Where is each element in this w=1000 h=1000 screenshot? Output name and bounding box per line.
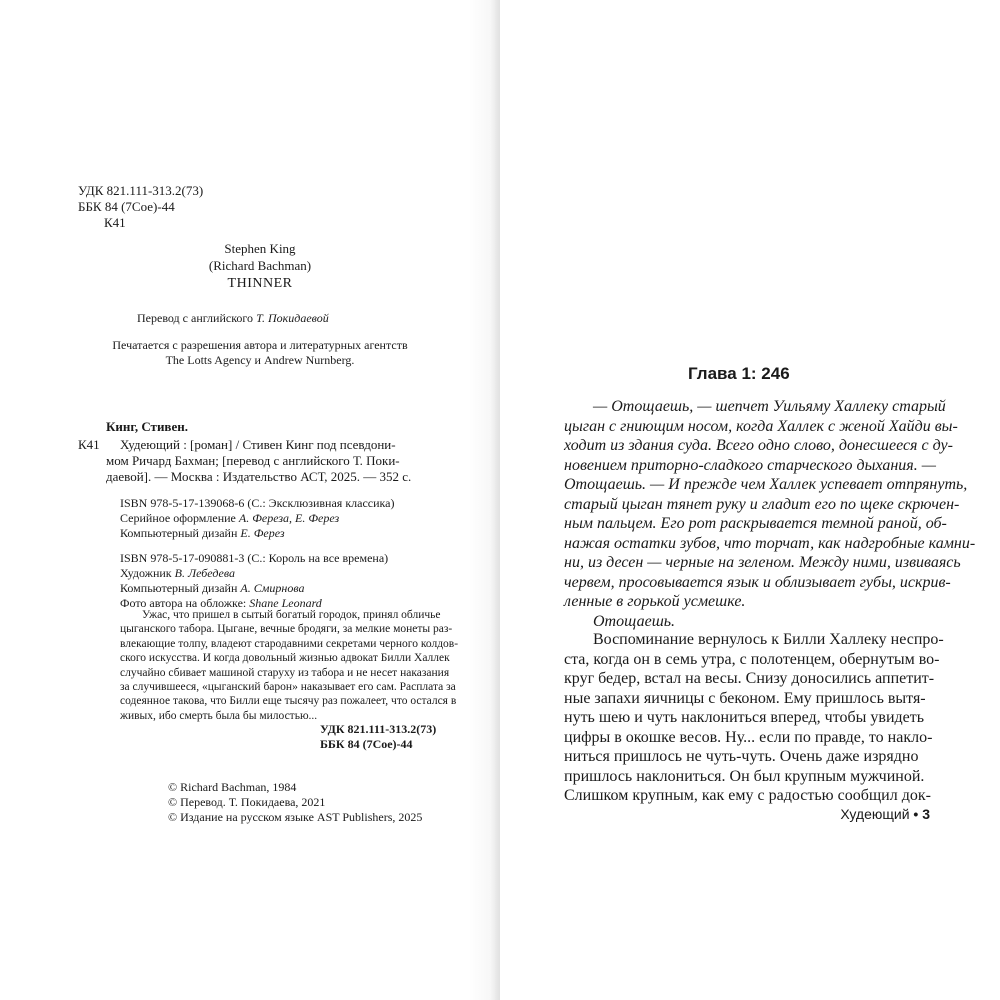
page-number: 3 [922,806,930,822]
annotation-line: случайно сбивает машиной старуху из табора и не несет наказания [120,666,450,679]
catalog-line: даевой]. — Москва : Издательство АСТ, 2025. — 352 с. [106,469,412,484]
translation-credit [137,311,329,326]
catalog-heading: Кинг, Стивен. [106,419,188,434]
bbk-code: ББК 84 (7Сое)-44 [320,737,413,751]
catalog-line: Худеющий : [роман] / Стивен Кинг под псевдони- [120,437,396,452]
running-title: Худеющий [840,806,910,822]
copyright-line: © Издание на русском языке AST Publishers, 2025 [168,810,423,824]
pseudonym: (Richard Bachman) [208,258,312,273]
computer-design-1 [120,526,395,541]
annotation-line: цыганского табора. Цыгане, вечные бродяги, за мелкие монеты раз- [120,623,453,636]
annotation-line: за случившееся, «цыганский барон» наказывает его сам. Расплата за [120,681,456,694]
computer-design-2 [120,581,395,596]
artist [120,566,395,581]
body-line: цифры в окошке весов. Ну... если по правде, то накло- [564,728,933,746]
cover-photo-name: Shane Leonard [249,596,322,610]
annotation-line: ского искусства. И когда довольный жизнью адвокат Билли Халлек [120,652,450,665]
epigraph-line: Отощаешь. [593,612,676,630]
computer-design-name: А. Смирнова [240,581,305,595]
epigraph-line: старый цыган тянет руку и гладит его по щеке скрючен- [564,495,960,513]
author-name: Stephen King [224,241,296,256]
classification-codes-bottom [320,722,436,752]
copyright-line: © Richard Bachman, 1984 [168,780,297,794]
translator-name: Т. Покидаевой [256,311,329,325]
translation-prefix: Перевод с английского [137,311,254,325]
epigraph-line: цыган с гниющим носом, когда Халлек с женой Хайди вы- [564,417,958,435]
catalog-code: К41 [78,437,100,452]
artist-label: Художник [120,566,172,580]
epigraph-line: Отощаешь. — И прежде чем Халлек успевает отпрянуть, [564,476,968,493]
udk-code: УДК 821.111-313.2(73) [78,183,204,198]
annotation-line: Ужас, что пришел в сытый богатый городок, принял обличье [142,609,441,621]
author-mark: К41 [104,215,126,230]
epigraph-line: новением приторно-сладкого старческого дыхания. — [564,456,936,474]
body-line: пришлось наклониться. Он был крупным мужчиной. [564,767,925,785]
right-page [500,0,1000,1000]
cover-photo-label: Фото автора на обложке: [120,596,247,610]
series-design [120,511,395,526]
body-text [564,630,944,806]
body-line: ные запахи яичницы с беконом. Ему пришлось вытя- [564,689,926,707]
page-footer [840,806,930,822]
udk-code: УДК 821.111-313.2(73) [320,722,437,736]
annotation [120,608,458,723]
epigraph [564,397,975,631]
epigraph-line: ленные в горькой усмешке. [564,593,746,610]
body-line: Воспоминание вернулось к Билли Халлеку неспро- [593,631,944,648]
original-title: THINNER [227,276,293,291]
chapter-title: Глава 1: 246 [688,364,790,383]
series-design-names: А. Фереза, Е. Ферез [238,511,340,525]
permission-line-2: The Lotts Agency и Andrew Nurnberg. [165,353,355,367]
catalog-line: мом Ричард Бахман; [перевод с английского Т. Поки- [106,453,400,468]
edition-credits [120,496,395,611]
body-line: ста, когда он в семь утра, с полотенцем, обернутым во- [564,650,940,668]
epigraph-line: — Отощаешь, — шепчет Уильяму Халлеку старый [593,398,946,415]
body-line: круг бедер, встал на весы. Снизу доносились аппетит- [564,670,935,687]
copyright-line: © Перевод. Т. Покидаева, 2021 [168,795,326,809]
epigraph-line: ни, из десен — черные на зеленом. Между ними, извиваясь [564,554,961,571]
annotation-line: живых, ибо смерть была бы милостью... [120,709,318,722]
footer-bullet: • [913,806,919,822]
isbn-2: ISBN 978-5-17-090881-3 (С.: Король на все времена) [120,551,389,565]
computer-design-label: Компьютерный дизайн [120,581,238,595]
epigraph-line: червем, просовывается язык и облизывает губы, искрив- [564,573,951,591]
series-design-label: Серийное оформление [120,511,236,525]
epigraph-line: ходит из здания суда. Всего одно слово, донесшееся с ду- [564,437,953,454]
body-line: нуть шею и чуть наклониться вперед, чтобы увидеть [564,709,925,726]
isbn-1: ISBN 978-5-17-139068-6 (С.: Эксклюзивная классика) [120,496,395,510]
permission-line-1: Печатается с разрешения автора и литературных агентств [112,338,408,352]
bbk-code: ББК 84 (7Сое)-44 [78,199,175,214]
body-line: ниться пришлось не чуть-чуть. Очень даже изрядно [564,748,919,765]
computer-design-name: Е. Ферез [240,526,285,540]
artist-name: В. Лебедева [174,566,235,580]
classification-codes-top [78,183,203,231]
computer-design-label: Компьютерный дизайн [120,526,238,540]
annotation-line: содеянное такова, что Билли еще тысячу раз пожалеет, что остался в [120,695,457,708]
copyright-block [168,780,422,825]
epigraph-line: ным пальцем. Его рот раскрывается темной раной, об- [564,515,947,532]
epigraph-line: нажая остатки зубов, что торчат, как надгробные камни- [564,534,976,552]
body-line: Слишком крупным, как ему с радостью сообщил док- [564,787,931,804]
catalog-description [106,437,440,485]
annotation-line: влекающие толпу, владеют стародавними секретами черного колдов- [120,637,459,650]
